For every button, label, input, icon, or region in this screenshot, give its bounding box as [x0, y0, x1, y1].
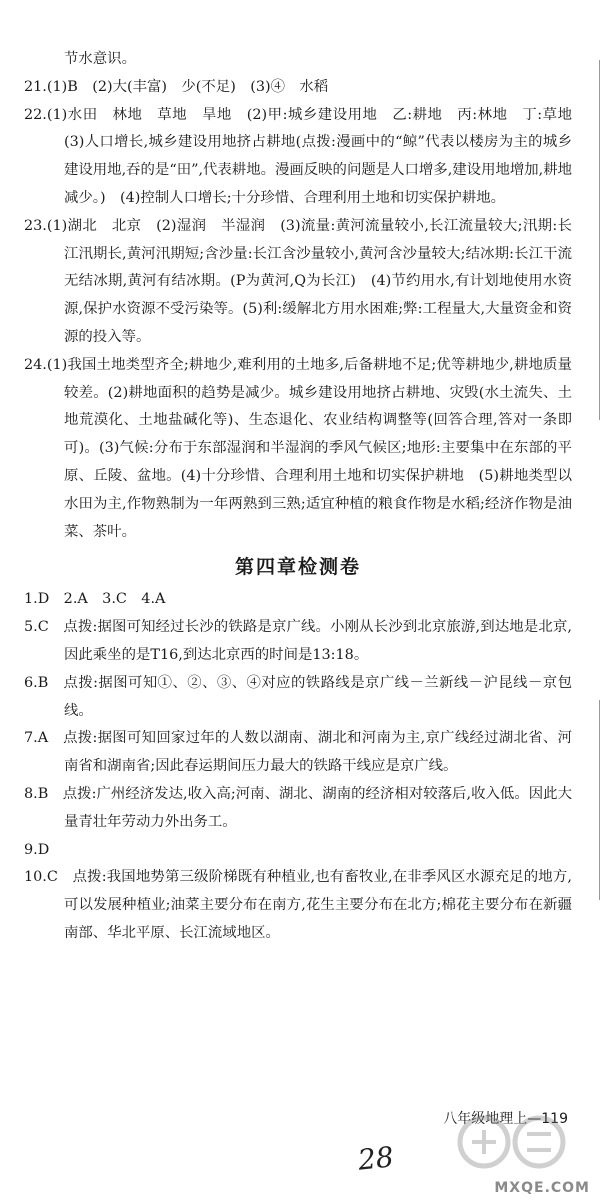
footer-dash: —: [527, 1111, 542, 1127]
answer-21: 21.(1)B (2)大(丰富) 少(不足) (3)④ 水稻: [24, 78, 329, 95]
answer-1-4: 1.D 2.A 3.C 4.A: [24, 591, 166, 608]
answer-24: 24.(1)我国土地类型齐全;耕地少,难利用的土地多,后备耕地不足;优等耕地少,耕地质量较差。(2)耕地面积的趋势是减少。城乡建设用地挤占耕地、灾毁(水土流失、土地荒漠化、土地盐碱化等)、生态退化、农业结构调整等(回答合理,答对一条即可)。(3)气候:分布于东部湿润和半湿润的季风气候区;地形:主要集中在东部的平原、丘陵、盆地。(4)十分珍惜、合理利用土地和切实保护耕地 (5)耕地类型以水田为主,作物熟制为一年两熟到三熟;适宜种植的粮食作物是水稻;经济作物是油菜、茶叶。: [24, 356, 572, 540]
answer-22: 22.(1)水田 林地 草地 旱地 (2)甲:城乡建设用地 乙:耕地 丙:林地 丁:草地 (3)人口增长,城乡建设用地挤占耕地(点拨:漫画中的“鲸”代表以楼房为主的城乡建设用地,吞的是“田”,代表耕地。漫画反映的问题是人口增多,建设用地增加,耕地减少。) (4)控制人口增长;十分珍惜、合理利用土地和切实保护耕地。: [24, 106, 587, 206]
footer-label: 八年级地理上: [443, 1111, 528, 1127]
answer-line-continuation: 节水意识。: [64, 51, 136, 67]
answer-5: 5.C 点拨:据图可知经过长沙的铁路是京广线。小刚从长沙到北京旅游,到达地是北京,因此乘坐的是T16,到达北京西的时间是13:18。: [24, 619, 572, 663]
scan-edge-line: [599, 60, 600, 420]
handwritten-number: 28: [356, 1140, 396, 1177]
page-number: 119: [541, 1111, 568, 1127]
answer-7: 7.A 点拨:据图可知回家过年的人数以湖南、湖北和河南为主,京广线经过湖北省、河南省和湖南省;因此春运期间压力最大的铁路干线应是京广线。: [24, 730, 572, 775]
watermark-logo: [444, 1112, 594, 1182]
answer-content: [24, 46, 587, 948]
chapter-title: 第四章检测卷: [234, 556, 361, 579]
answer-10: 10.C 点拨:我国地势第三级阶梯既有种植业,也有畜牧业,在非季风区水源充足的地方,可以发展种植业;油菜主要分布在南方,花生主要分布在北方;棉花主要分布在新疆南部、华北平原、长江流域地区。: [24, 869, 572, 941]
scan-edge-line: [599, 700, 600, 900]
answer-8: 8.B 点拨:广州经济发达,收入高;河南、湖北、湖南的经济相对较落后,收入低。因此大量青壮年劳动力外出务工。: [24, 785, 572, 830]
answer-9: 9.D: [24, 841, 50, 858]
answer-6: 6.B 点拨:据图可知①、②、③、④对应的铁路线是京广线－兰新线－沪昆线－京包线。: [24, 674, 572, 719]
answer-23: 23.(1)湖北 北京 (2)湿润 半湿润 (3)流量:黄河流量较小,长江流量较大;汛期:长江汛期长,黄河汛期短;含沙量:长江含沙量较小,黄河含沙量较大;结冰期:长江干流无结冰期,黄河有结冰期。(P为黄河,Q为长江) (4)节约用水,有计划地使用水资源,保护水资源不受污染等。(5)利:缓解北方用水困难;弊:工程量大,大量资金和资源的投入等。: [24, 217, 572, 345]
watermark-text: MXQE.COM: [494, 1180, 590, 1196]
